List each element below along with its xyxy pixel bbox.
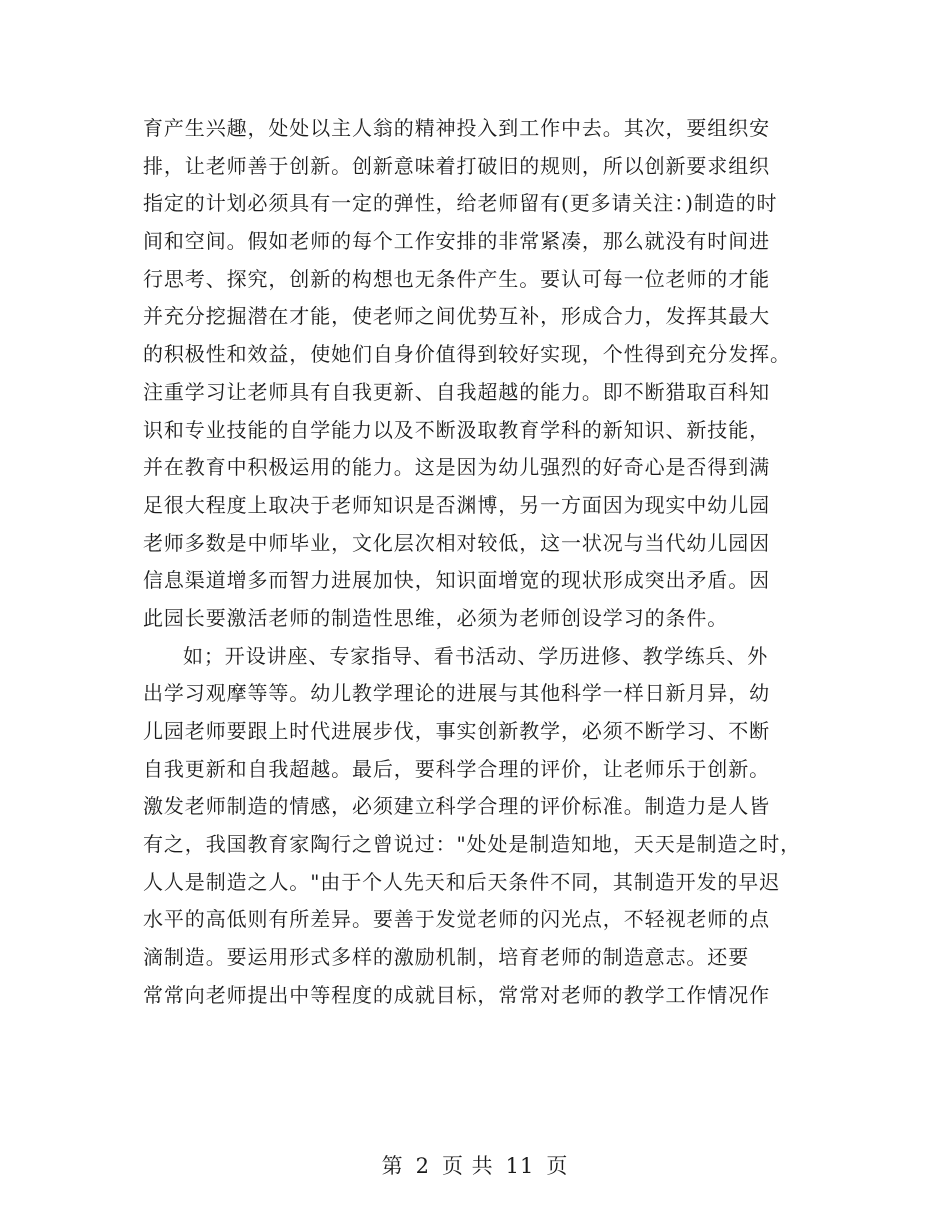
text-line: 有之，我国教育家陶行之曾说过："处处是制造知地，天天是制造之时， [143,832,801,857]
text-line: 的积极性和效益，使她们自身价值得到较好实现，个性得到充分发挥。 [143,342,791,367]
body-text [143,110,823,1015]
text-line: 注重学习让老师具有自我更新、自我超越的能力。即不断猎取百科知 [143,379,770,404]
text-line: 自我更新和自我超越。最后，要科学合理的评价，让老师乐于创新。 [143,756,770,781]
text-line: 滴制造。要运用形式多样的激励机制，培育老师的制造意志。还要 [143,945,750,970]
footer-middle: 页 共 [441,1154,494,1178]
text-line: 指定的计划必须具有一定的弹性，给老师留有(更多请关注：)制造的时 [143,191,778,216]
text-line: 并在教育中积极运用的能力。这是因为幼儿强烈的好奇心是否得到满 [143,455,770,480]
paragraph-start-line: 如；开设讲座、专家指导、看书活动、学历进修、教学练兵、外 [183,643,769,668]
text-line: 人人是制造之人。"由于个人先天和后天条件不同，其制造开发的早迟 [143,869,781,894]
text-line: 并充分挖掘潜在才能，使老师之间优势互补，形成合力，发挥其最大 [143,304,770,329]
text-line: 老师多数是中师毕业，文化层次相对较低，这一状况与当代幼儿园因 [143,530,770,555]
text-line: 足很大程度上取决于老师知识是否渊博，另一方面因为现实中幼儿园 [143,492,770,517]
text-line: 儿园老师要跟上时代进展步伐，事实创新教学，必须不断学习、不断 [143,719,770,743]
total-page-number: 11 [505,1154,535,1178]
text-line: 间和空间。假如老师的每个工作安排的非常紧凑，那么就没有时间进 [143,229,770,254]
text-line: 此园长要激活老师的制造性思维，必须为老师创设学习的条件。 [143,605,729,630]
text-line: 常常向老师提出中等程度的成就目标，常常对老师的教学工作情况作 [143,982,770,1007]
text-line: 信息渠道增多而智力进展加快，知识面增宽的现状形成突出矛盾。因 [143,568,770,593]
text-line: 出学习观摩等等。幼儿教学理论的进展与其他科学一样日新月异，幼 [143,681,770,706]
text-line: 识和专业技能的自学能力以及不断汲取教育学科的新知识、新技能， [143,417,770,442]
text-line: 排，让老师善于创新。创新意味着打破旧的规则，所以创新要求组织 [143,153,770,178]
footer-prefix: 第 [381,1154,404,1178]
page-number-footer [0,1150,950,1180]
text-line: 行思考、探究，创新的构想也无条件产生。要认可每一位老师的才能 [143,266,770,291]
text-line: 育产生兴趣，处处以主人翁的精神投入到工作中去。其次，要组织安 [143,116,770,140]
current-page-number: 2 [415,1154,430,1178]
footer-suffix: 页 [546,1154,569,1178]
text-line: 水平的高低则有所差异。要善于发觉老师的闪光点，不轻视老师的点 [143,907,770,932]
text-line: 激发老师制造的情感，必须建立科学合理的评价标准。制造力是人皆 [143,794,770,819]
